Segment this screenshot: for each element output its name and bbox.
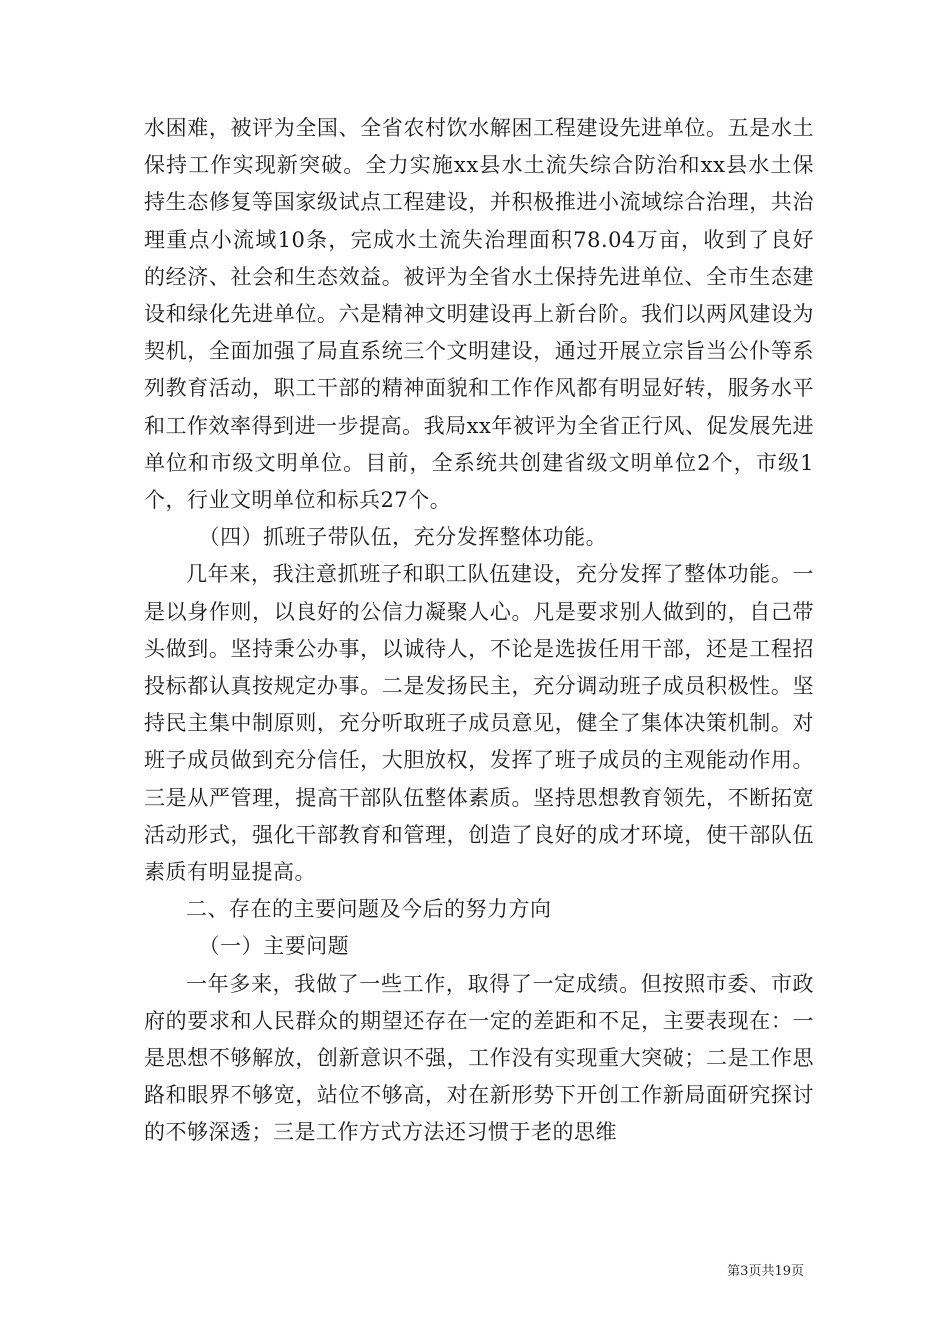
page-number-footer: 第3页共19页 [727, 1264, 804, 1279]
paragraph-team: 几年来，我注意抓班子和职工队伍建设，充分发挥了整体功能。一是以身作则，以良好的公信力凝聚人心。凡是要求别人做到的，自己带头做到。坚持秉公办事，以诚待人，不论是选拔任用干部，还是工程招投标都认真按规定办事。二是发扬民主，充分调动班子成员积极性。坚持民主集中制原则，充分听取班子成员意见，健全了集体决策机制。对班子成员做到充分信任，大胆放权，发挥了班子成员的主观能动作用。三是从严管理，提高干部队伍整体素质。坚持思想教育领先，不断拓宽活动形式，强化干部教育和管理，创造了良好的成才环境，使干部队伍素质有明显提高。 [144, 562, 814, 885]
section-heading-team: （四）抓班子带队伍，充分发挥整体功能。 [198, 525, 608, 550]
paragraph-problems: 一年多来，我做了一些工作，取得了一定成绩。但按照市委、市政府的要求和人民群众的期望还存在一定的差距和不足，主要表现在：一是思想不够解放，创新意识不强，工作没有实现重大突破；二是工作思路和眼界不够宽，站位不够高，对在新形势下开创工作新局面研究探讨的不够深透；三是工作方式方法还习惯于老的思维 [144, 971, 814, 1145]
paragraph-achievements: 水困难，被评为全国、全省农村饮水解困工程建设先进单位。五是水土保持工作实现新突破。全力实施xx县水土流失综合防治和xx县水土保持生态修复等国家级试点工程建设，并积极推进小流域综合治理，共治理重点小流域10条，完成水土流失治理面积78.04万亩，收到了良好的经济、社会和生态效益。被评为全省水土保持先进单位、全市生态建设和绿化先进单位。六是精神文明建设再上新台阶。我们以两风建设为契机，全面加强了局直系统三个文明建设，通过开展立宗旨当公仆等系列教育活动，职工干部的精神面貌和工作作风都有明显好转，服务水平和工作效率得到进一步提高。我局xx年被评为全省正行风、促发展先进单位和市级文明单位。目前，全系统共创建省级文明单位2个，市级1个，行业文明单位和标兵27个。 [144, 116, 814, 513]
body-text [144, 110, 814, 1152]
section-heading-problems: 二、存在的主要问题及今后的努力方向 [186, 897, 552, 922]
subsection-heading-main-problems: （一）主要问题 [198, 934, 350, 959]
